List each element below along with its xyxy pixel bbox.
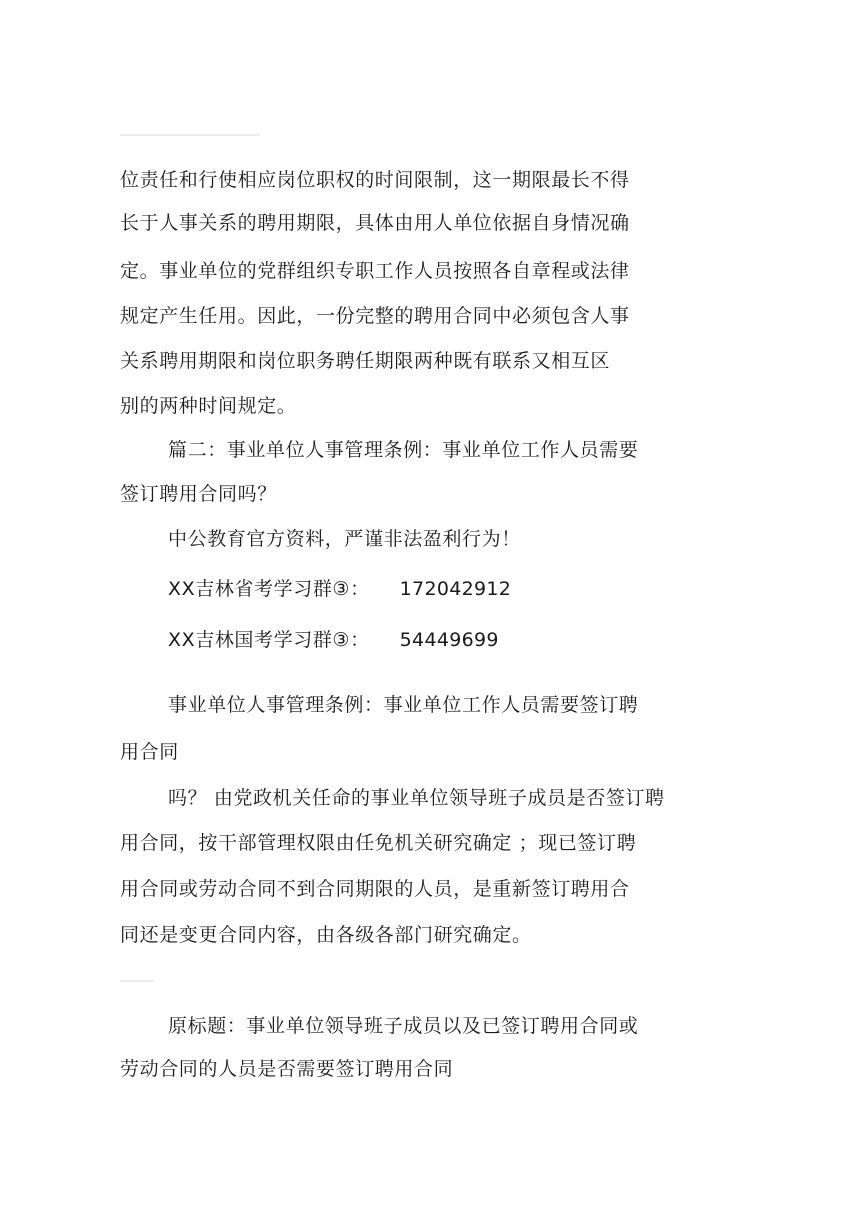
paragraph-1-line-4: 规定产生任用。因此，一份完整的聘用合同中必须包含人事	[120, 305, 630, 327]
paragraph-4-line-2: 用合同，按干部管理权限由任免机关研究确定 ；现已签订聘	[120, 832, 637, 854]
group-number: 54449699	[399, 629, 499, 651]
paragraph-4-line-3: 用合同或劳动合同不到合同期限的人员，是重新签订聘用合	[120, 878, 630, 900]
paragraph-2-line-1: 篇二：事业单位人事管理条例：事业单位工作人员需要	[168, 439, 639, 461]
paragraph-5-line-1: 原标题：事业单位领导班子成员以及已签订聘用合同或	[168, 1015, 639, 1037]
paragraph-1-line-3: 定。事业单位的党群组织专职工作人员按照各自章程或法律	[120, 260, 630, 282]
paragraph-1-line-2: 长于人事关系的聘用期限，具体由用人单位依据自身情况确	[120, 212, 630, 234]
paragraph-4-line-1: 吗？ 由党政机关任命的事业单位领导班子成员是否签订聘	[168, 787, 665, 809]
paragraph-1-line-6: 别的两种时间规定。	[120, 395, 297, 417]
paragraph-2-line-2: 签订聘用合同吗？	[120, 483, 277, 505]
group-label: XX吉林省考学习群③：	[168, 578, 370, 600]
paragraph-3-line-1: 事业单位人事管理条例：事业单位工作人员需要签订聘	[168, 694, 639, 716]
group-line-1	[168, 577, 511, 601]
group-line-2	[168, 628, 499, 652]
paragraph-1-line-5: 关系聘用期限和岗位职务聘任期限两种既有联系又相互区	[120, 350, 611, 372]
paragraph-4-line-4: 同还是变更合同内容，由各级各部门研究确定。	[120, 924, 532, 946]
paragraph-5-line-2: 劳动合同的人员是否需要签订聘用合同	[120, 1058, 454, 1080]
paragraph-1-line-1: 位责任和行使相应岗位职权的时间限制，这一期限最长不得	[120, 169, 630, 191]
notice-line: 中公教育官方资料，严谨非法盈利行为！	[168, 528, 521, 550]
separator-faint-mark	[120, 980, 154, 982]
group-label: XX吉林国考学习群③：	[168, 629, 370, 651]
group-number: 172042912	[399, 578, 512, 600]
paragraph-3-line-2: 用合同	[120, 741, 179, 763]
header-faint-mark	[120, 134, 260, 136]
